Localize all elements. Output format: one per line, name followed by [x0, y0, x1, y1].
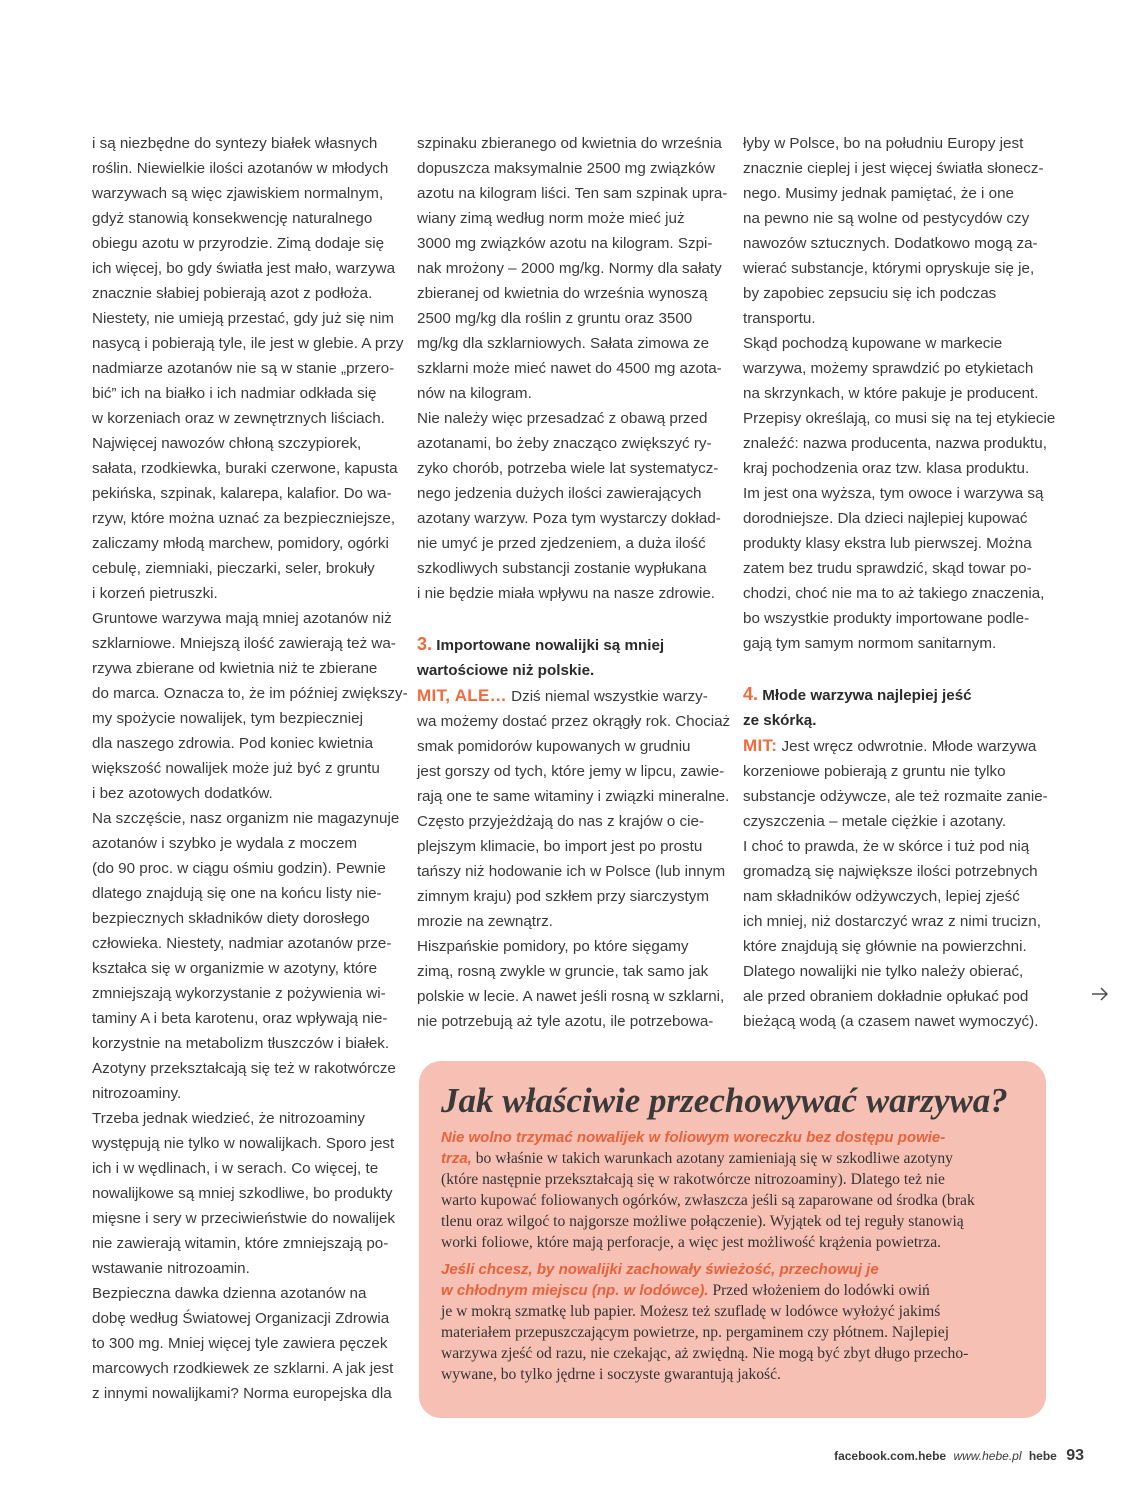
section-4-heading-line2: ze skórką.: [743, 712, 817, 729]
text-line: szkodliwych substancji zostanie wypłukana: [417, 560, 707, 577]
text-line: ich mniej, niż dostarczyć wraz z nimi trucizn,: [743, 913, 1041, 930]
text-line: znacznie słabiej pobierają azot z podłoża.: [92, 285, 373, 302]
text-line: i korzeń pietruszki.: [92, 585, 218, 602]
text-line: korzeniowe pobierają z gruntu nie tylko: [743, 763, 1006, 780]
text-line: wiany zimą według norm może mieć już: [417, 210, 685, 227]
text-line: Hiszpańskie pomidory, po które sięgamy: [417, 938, 689, 955]
text-line: nego. Musimy jednak pamiętać, że i one: [743, 185, 1014, 202]
text-line: rzywa zbierane od kwietnia niż te zbierane: [92, 660, 378, 677]
text-line: korzystnie na metabolizm tłuszczów i białek.: [92, 1035, 390, 1052]
text-line: taminy A i beta karotenu, oraz wpływają nie-: [92, 1010, 388, 1027]
text-line: sałata, rzodkiewka, buraki czerwone, kapusta: [92, 460, 398, 477]
text-line: które znajdują się głównie na powierzchni.: [743, 938, 1027, 955]
text-line: bo wszystkie produkty importowane podle-: [743, 610, 1030, 627]
box-text-line: (które następnie przekształcają się w rakotwórcze nitrozoaminy). Dlatego też nie: [441, 1171, 945, 1188]
box-text: [441, 1127, 1031, 1385]
text-line: I choć to prawda, że w skórce i tuż pod nią: [743, 838, 1030, 855]
text-line: produkty klasy ekstra lub pierwszej. Można: [743, 535, 1032, 552]
box-title: Jak właściwie przechowywać warzywa?: [441, 1081, 1008, 1120]
text-column-3: [743, 131, 1056, 1034]
text-line: na pewno nie są wolne od pestycydów czy: [743, 210, 1030, 227]
text-line: znacznie cieplej i jest więcej światła słonecz-: [743, 160, 1044, 177]
brand-name: hebe: [1028, 1449, 1057, 1463]
page-number: 93: [1066, 1447, 1084, 1464]
text-line: nego jedzenia dużych ilości zawierających: [417, 485, 702, 502]
text-line: nawozów sztucznych. Dodatkowo mogą za-: [743, 235, 1038, 252]
text-line: (do 90 proc. w ciągu ośmiu godzin). Pewnie: [92, 860, 386, 877]
text-line: z innymi nowalijkami? Norma europejska dla: [92, 1385, 392, 1402]
text-line: azotany warzyw. Poza tym wystarczy dokład-: [417, 510, 721, 527]
text-line: w korzeniach oraz w zewnętrznych liściach.: [92, 410, 385, 427]
text-line: 3000 mg związków azotu na kilogram. Szpi-: [417, 235, 713, 252]
text-line: Azotyny przekształcają się też w rakotwórcze: [92, 1060, 396, 1077]
text-line: bieżącą wodą (a czasem nawet wymoczyć).: [743, 1013, 1039, 1030]
text-line: Im jest ona wyższa, tym owoce i warzywa są: [743, 485, 1044, 502]
text-line: substancje odżywcze, ale też rozmaite zanie-: [743, 788, 1048, 805]
text-line: warzywach są więc zjawiskiem normalnym,: [92, 185, 384, 202]
text-line: do marca. Oznacza to, że im później zwiększy-: [92, 685, 408, 702]
text-line: zyko chorób, potrzeba wiele lat systematycz-: [417, 460, 719, 477]
section-4-first-line: MIT: Jest wręcz odwrotnie. Młode warzywa: [743, 736, 1037, 755]
text-line: i nie będzie miała wpływu na nasze zdrowie.: [417, 585, 715, 602]
text-line: mrozie na zewnątrz.: [417, 913, 553, 930]
text-line: szpinaku zbieranego od kwietnia do września: [417, 135, 722, 152]
box-p1-line1: Nie wolno trzymać nowalijek w foliowym woreczku bez dostępu powie-: [441, 1129, 946, 1146]
section-3-first-line: MIT, ALE… Dziś niemal wszystkie warzy-: [417, 686, 708, 705]
text-line: wstawanie nitrozoamin.: [92, 1260, 250, 1277]
text-line: rzyw, które można uznać za bezpieczniejsze,: [92, 510, 396, 527]
text-line: zatem bez trudu sprawdzić, skąd towar po-: [743, 560, 1032, 577]
section-3-number: 3.: [417, 634, 433, 654]
section-4-number: 4.: [743, 684, 759, 704]
section-3-body: [417, 709, 731, 1034]
text-line: polskie w lecie. A nawet jeśli rosną w szklarni,: [417, 988, 725, 1005]
text-line: pekińska, szpinak, kalarepa, kalafior. Do wa-: [92, 485, 392, 502]
box-text-line: wywane, bo tylko jędrne i soczyste gwarantują jakość.: [441, 1366, 781, 1383]
text-line: azotanów i szybko je wydala z moczem: [92, 835, 358, 852]
text-line: nam składników odżywczych, lepiej zjeść: [743, 888, 1020, 905]
text-line: nowalijkowe są mniej szkodliwe, bo produkty: [92, 1185, 393, 1202]
text-line: nak mrożony – 2000 mg/kg. Normy dla sałaty: [417, 260, 722, 277]
column-2-body: [417, 131, 728, 606]
text-line: transportu.: [743, 310, 816, 327]
text-line: rają one te same witaminy i związki mineralne.: [417, 788, 730, 805]
text-line: azotanami, bo żeby znacząco zwiększyć ry-: [417, 435, 712, 452]
text-line: Nie należy więc przesadzać z obawą przed: [417, 410, 708, 427]
text-line: chodzi, choć nie ma to aż takiego znaczenia,: [743, 585, 1045, 602]
text-line: szklarniowe. Mniejszą ilość zawierają też wa-: [92, 635, 396, 652]
section-4-verdict: MIT:: [743, 736, 778, 755]
text-column-1: [92, 131, 408, 1406]
text-line: smak pomidorów kupowanych w grudniu: [417, 738, 691, 755]
text-line: Często przyjeżdżają do nas z krajów o cie-: [417, 813, 704, 830]
text-line: dlatego znajdują się one na końcu listy nie-: [92, 885, 382, 902]
text-line: to 300 mg. Mniej więcej tyle zawiera pęczek: [92, 1335, 388, 1352]
box-p1-line2: trza, bo właśnie w takich warunkach azotany zamieniają się w szkodliwe azotyny: [441, 1150, 953, 1167]
text-line: wa możemy dostać przez okrągły rok. Chociaż: [417, 713, 731, 730]
text-line: znaleźć: nazwa producenta, nazwa produktu,: [743, 435, 1047, 452]
text-line: zimą, rosną zwykle w gruncie, tak samo jak: [417, 963, 709, 980]
website-link[interactable]: www.hebe.pl: [953, 1449, 1022, 1463]
text-line: czyszczenia – metale ciężkie i azotany.: [743, 813, 1007, 830]
text-line: cebulę, ziemniaki, pieczarki, seler, brokuły: [92, 560, 375, 577]
text-line: nie potrzebują aż tyle azotu, ile potrzebowa-: [417, 1013, 714, 1030]
facebook-link[interactable]: facebook.com.hebe: [834, 1449, 947, 1463]
section-4-heading: 4. Młode warzywa najlepiej jeść: [743, 684, 972, 704]
text-line: gdyż stanowią konsekwencję naturalnego: [92, 210, 373, 227]
text-line: nów na kilogram.: [417, 385, 532, 402]
text-line: człowieka. Niestety, nadmiar azotanów prze-: [92, 935, 392, 952]
text-line: roślin. Niewielkie ilości azotanów w młodych: [92, 160, 389, 177]
text-line: 2500 mg/kg dla roślin z gruntu oraz 3500: [417, 310, 693, 327]
text-line: ich i w wędlinach, i w serach. Co więcej, te: [92, 1160, 379, 1177]
text-line: mg/kg dla szklarniowych. Sałata zimowa ze: [417, 335, 710, 352]
text-line: występują nie tylko w nowalijkach. Sporo jest: [92, 1135, 395, 1152]
text-line: zimnym kraju) pod szkłem przy siarczystym: [417, 888, 709, 905]
text-line: ich więcej, bo gdy światła jest mało, warzywa: [92, 260, 396, 277]
box-p2-line1: Jeśli chcesz, by nowalijki zachowały świeżość, przechowuj je: [441, 1261, 879, 1278]
text-line: i bez azotowych dodatków.: [92, 785, 273, 802]
text-column-2: [417, 131, 731, 1034]
box-text-line: materiałem przepuszczającym powietrze, np. pergaminem czy płótnem. Najlepiej: [441, 1324, 950, 1341]
text-line: większość nowalijek może już być z gruntu: [92, 760, 380, 777]
text-line: tańszy niż hodowanie ich w Polsce (lub innym: [417, 863, 726, 880]
text-line: marcowych rzodkiewek ze szklarni. A jak jest: [92, 1360, 394, 1377]
box-text-line: worki foliowe, które mają perforacje, a więc jest możliwość krążenia powietrza.: [441, 1234, 942, 1251]
text-line: nie zawierają witamin, które zmniejszają po-: [92, 1235, 389, 1252]
page-footer: [834, 1447, 1084, 1465]
box-text-line: je w mokrą szmatkę lub papier. Możesz też szufladę w lodówce wyłożyć jakimś: [441, 1303, 941, 1320]
text-line: nadmiarze azotanów nie są w stanie „przero-: [92, 360, 395, 377]
column-3-body: [743, 131, 1056, 656]
text-line: ale przed obraniem dokładnie opłukać pod: [743, 988, 1029, 1005]
text-line: na skrzynkach, w które pakuje je producent.: [743, 385, 1039, 402]
section-3-heading-line2: wartościowe niż polskie.: [417, 662, 595, 679]
text-line: Skąd pochodzą kupowane w markecie: [743, 335, 1003, 352]
box-text-line: warto kupować foliowanych ogórków, zwłaszcza jeśli są zaparowane od środka (brak: [441, 1192, 975, 1209]
text-line: gromadzą się największe ilości potrzebnych: [743, 863, 1038, 880]
text-line: łyby w Polsce, bo na południu Europy jest: [743, 135, 1024, 152]
text-line: Dlatego nowalijki nie tylko należy obierać,: [743, 963, 1024, 980]
text-line: azotu na kilogram liści. Ten sam szpinak upra-: [417, 185, 728, 202]
box-p1-body: [441, 1169, 1031, 1253]
section-4-body: [743, 759, 1049, 1034]
arrow-right-icon[interactable]: [1090, 984, 1110, 1004]
text-line: jest gorszy od tych, które jemy w lipcu, zawie-: [417, 763, 725, 780]
section-3-heading: 3. Importowane nowalijki są mniej: [417, 634, 665, 654]
text-line: Na szczęście, nasz organizm nie magazynuje: [92, 810, 400, 827]
text-line: Bezpieczna dawka dzienna azotanów na: [92, 1285, 367, 1302]
text-line: bić” ich na białko i ich nadmiar odkłada się: [92, 385, 377, 402]
text-line: nie umyć je przed zjedzeniem, a duża ilość: [417, 535, 706, 552]
text-line: Niestety, nie umieją przestać, gdy już się nim: [92, 310, 394, 327]
text-line: wierać substancje, którymi opryskuje się je,: [743, 260, 1035, 277]
storage-tips-box: [419, 1061, 1046, 1418]
text-line: Przepisy określają, co musi się na tej etykiecie: [743, 410, 1056, 427]
text-line: dobę według Światowej Organizacji Zdrowia: [92, 1310, 390, 1327]
box-p2-line2: w chłodnym miejscu (np. w lodówce). Przed włożeniem do lodówki owiń: [441, 1282, 930, 1299]
box-text-line: warzywa zjeść od razu, nie czekając, aż zwiędną. Nie mogą być zbyt długo przecho-: [441, 1345, 969, 1362]
text-line: nasycą i pobierają tyle, ile jest w glebie. A przy: [92, 335, 404, 352]
text-line: obiegu azotu w przyrodzie. Zimą dodaje się: [92, 235, 385, 252]
text-line: zbieranej od kwietnia do września wynoszą: [417, 285, 708, 302]
text-line: warzywa, możemy sprawdzić po etykietach: [743, 360, 1034, 377]
text-line: mięsne i sery w przeciwieństwie do nowalijek: [92, 1210, 396, 1227]
text-line: by zapobiec zepsuciu się ich podczas: [743, 285, 997, 302]
text-line: dla naszego zdrowia. Pod koniec kwietnia: [92, 735, 374, 752]
text-line: kształca się w organizmie w azotyny, które: [92, 960, 378, 977]
text-line: bezpiecznych składników diety dorosłego: [92, 910, 370, 927]
text-line: i są niezbędne do syntezy białek własnych: [92, 135, 378, 152]
text-line: szklarni może mieć nawet do 4500 mg azota-: [417, 360, 722, 377]
box-text-line: tlenu oraz wilgoć to najgorsze możliwe połączenie). Wyjątek od tej reguły stanowią: [441, 1213, 964, 1230]
box-p2-body: [441, 1301, 1031, 1385]
text-line: Trzeba jednak wiedzieć, że nitrozoaminy: [92, 1110, 365, 1127]
section-3-verdict: MIT, ALE…: [417, 686, 507, 705]
text-line: zmniejszają wykorzystanie z pożywienia wi-: [92, 985, 386, 1002]
text-line: nitrozoaminy.: [92, 1085, 182, 1102]
text-line: dopuszcza maksymalnie 2500 mg związków: [417, 160, 715, 177]
text-line: plejszym klimacie, bo import jest po prostu: [417, 838, 703, 855]
text-line: Gruntowe warzywa mają mniej azotanów niż: [92, 610, 392, 627]
text-line: dorodniejsze. Dla dzieci najlepiej kupować: [743, 510, 1028, 527]
text-line: kraj pochodzenia oraz tzw. klasa produktu.: [743, 460, 1030, 477]
text-line: zaliczamy młodą marchew, pomidory, ogórki: [92, 535, 389, 552]
text-line: Najwięcej nawozów chłoną szczypiorek,: [92, 435, 362, 452]
text-line: gają tym samym normom sanitarnym.: [743, 635, 997, 652]
text-line: my spożycie nowalijek, tym bezpieczniej: [92, 710, 363, 727]
